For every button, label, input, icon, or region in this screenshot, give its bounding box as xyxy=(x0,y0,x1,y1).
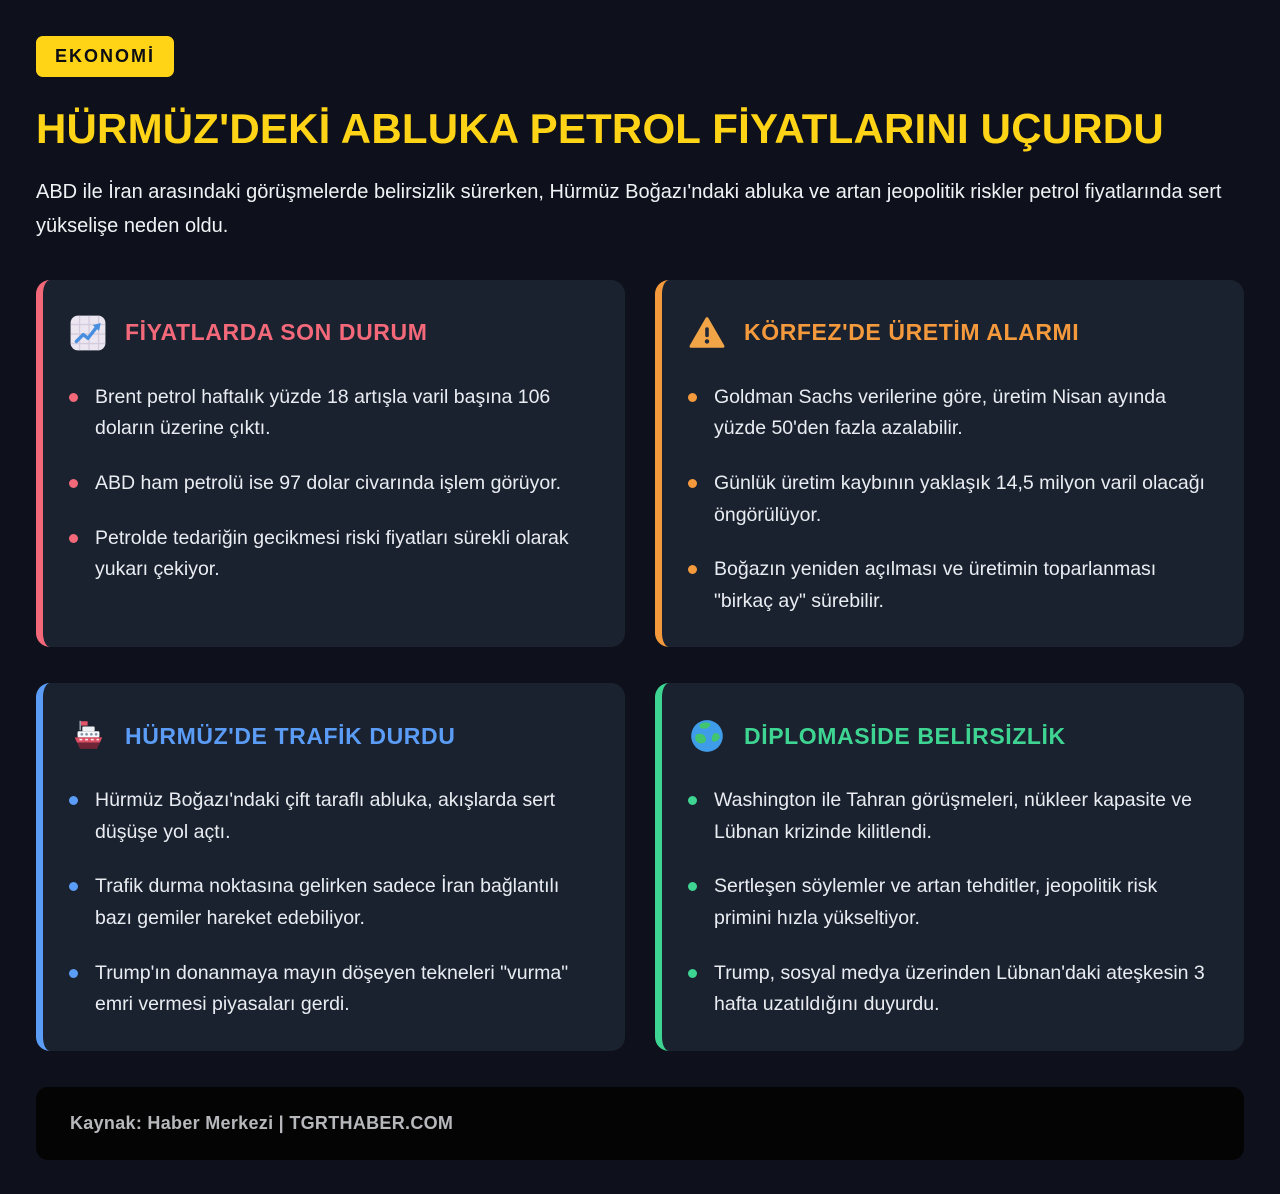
bullet-text: Washington ile Tahran görüşmeleri, nükleer kapasite ve Lübnan krizinde kilitlendi. xyxy=(714,789,1193,843)
page-title: HÜRMÜZ'DEKİ ABLUKA PETROL FİYATLARINI UÇURDU xyxy=(36,105,1164,152)
source-text: Kaynak: Haber Merkezi | TGRTHABER.COM xyxy=(70,1112,454,1133)
globe-icon xyxy=(688,717,726,755)
card-header xyxy=(688,717,1214,755)
bullet-dot xyxy=(69,796,78,805)
list-item xyxy=(688,958,1214,1021)
page-subtitle: ABD ile İran arasındaki görüşmelerde belirsizlik sürerken, Hürmüz Boğazı'ndaki abluka ve artan jeopolitik riskler petrol fiyatlarında sert yükselişe neden oldu. xyxy=(36,181,1222,238)
bullet-dot xyxy=(69,393,78,402)
bullet-list xyxy=(688,785,1214,1020)
card-diplomaside-belirsizlik xyxy=(655,683,1244,1050)
bullet-text: Trump, sosyal medya üzerinden Lübnan'daki ateşkesin 3 hafta uzatıldığını duyurdu. xyxy=(714,961,1205,1016)
bullet-list xyxy=(69,785,595,1020)
bullet-text: Günlük üretim kaybının yaklaşık 14,5 milyon varil olacağı öngörülüyor. xyxy=(714,471,1205,526)
list-item xyxy=(69,958,595,1021)
list-item xyxy=(69,382,595,445)
list-item xyxy=(69,523,595,586)
card-header xyxy=(688,314,1214,352)
list-item xyxy=(688,871,1214,934)
bullet-list xyxy=(688,382,1214,617)
bullet-dot xyxy=(688,393,697,402)
bullet-dot xyxy=(69,882,78,891)
bullet-text: Hürmüz Boğazı'ndaki çift taraflı abluka, akışlarda sert düşüşe yol açtı. xyxy=(95,789,556,843)
source-bar xyxy=(36,1087,1244,1160)
bullet-text: Trafik durma noktasına gelirken sadece İran bağlantılı bazı gemiler hareket edebiliyor. xyxy=(95,875,560,929)
list-item xyxy=(688,785,1214,848)
bullet-dot xyxy=(688,969,697,978)
bullet-dot xyxy=(688,479,697,488)
list-item xyxy=(69,785,595,848)
bullet-text: Trump'ın donanmaya mayın döşeyen tekneleri "vurma" emri vermesi piyasaları gerdi. xyxy=(95,961,569,1016)
ship-icon xyxy=(69,717,107,755)
card-title: FİYATLARDA SON DURUM xyxy=(125,319,428,346)
bullet-dot xyxy=(688,796,697,805)
cards-grid xyxy=(36,280,1244,1051)
list-item xyxy=(69,468,595,500)
bullet-text: Boğazın yeniden açılması ve üretimin toparlanması "birkaç ay" sürebilir. xyxy=(714,558,1157,612)
bullet-dot xyxy=(688,565,697,574)
bullet-dot xyxy=(69,534,78,543)
card-hurmuzde-trafik-durdu xyxy=(36,683,625,1050)
card-title: DİPLOMASİDE BELİRSİZLİK xyxy=(744,722,1066,749)
list-item xyxy=(688,468,1214,531)
bullet-dot xyxy=(688,882,697,891)
warning-icon xyxy=(688,314,726,352)
card-title: KÖRFEZ'DE ÜRETİM ALARMI xyxy=(744,319,1080,346)
bullet-text: Goldman Sachs verilerine göre, üretim Nisan ayında yüzde 50'den fazla azalabilir. xyxy=(714,385,1166,440)
chart-increasing-icon xyxy=(69,314,107,352)
bullet-text: ABD ham petrolü ise 97 dolar civarında işlem görüyor. xyxy=(95,471,562,494)
list-item xyxy=(69,871,595,934)
bullet-dot xyxy=(69,479,78,488)
list-item xyxy=(688,382,1214,445)
bullet-text: Sertleşen söylemler ve artan tehditler, jeopolitik risk primini hızla yükseltiyor. xyxy=(714,875,1158,929)
card-header xyxy=(69,717,595,755)
card-title: HÜRMÜZ'DE TRAFİK DURDU xyxy=(125,722,456,749)
card-header xyxy=(69,314,595,352)
bullet-text: Petrolde tedariğin gecikmesi riski fiyatları sürekli olarak yukarı çekiyor. xyxy=(95,526,569,581)
card-fiyatlarda-son-durum xyxy=(36,280,625,647)
card-korfezde-uretim-alarmi xyxy=(655,280,1244,647)
bullet-text: Brent petrol haftalık yüzde 18 artışla varil başına 106 doların üzerine çıktı. xyxy=(95,385,551,440)
bullet-list xyxy=(69,382,595,586)
category-badge: EKONOMİ xyxy=(36,36,174,77)
list-item xyxy=(688,554,1214,617)
bullet-dot xyxy=(69,969,78,978)
